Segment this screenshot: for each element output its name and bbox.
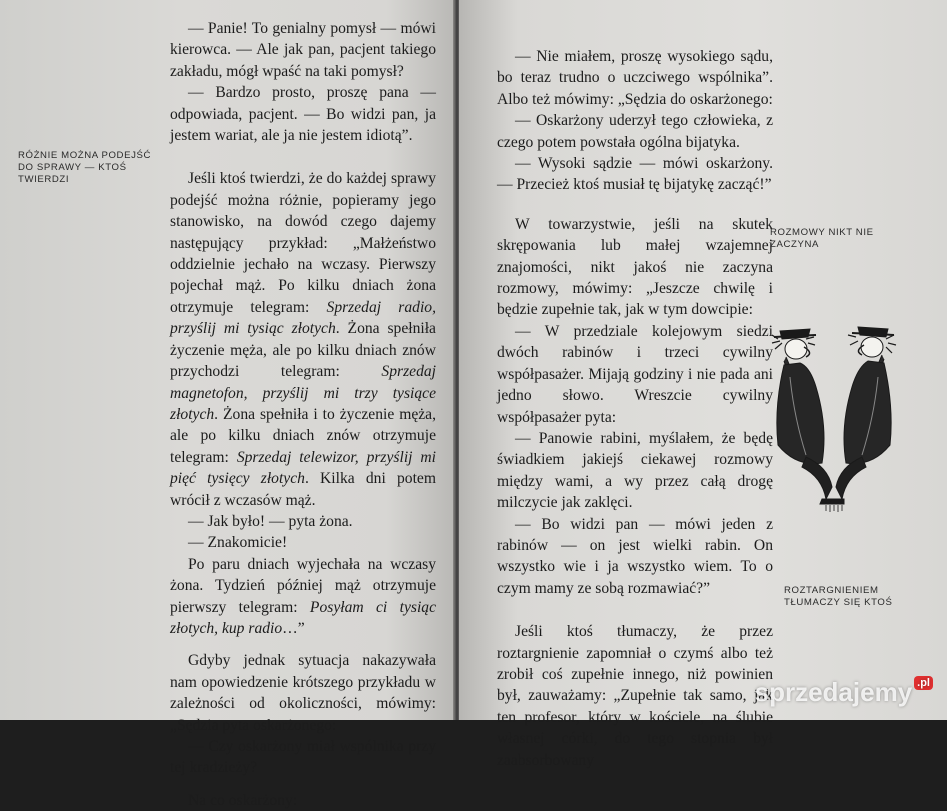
left-text-column <box>170 0 436 811</box>
paragraph: — Czy oskarżony miał wspólnika przy tej kradzieży? <box>170 738 436 777</box>
paragraph: — Oskarżony uderzył tego człowieka, z czego potem powstała ogólna bijatyka. <box>497 112 773 151</box>
left-page <box>0 0 455 809</box>
paragraph: — Panie! To genialny pomysł — mówi kierowca. — Ale jak pan, pacjent takiego zakładu, mógł wpaść na taki pomysł? <box>170 20 436 80</box>
right-margin-note-1: ROZMOWY NIKT NIE ZACZYNA <box>770 227 874 250</box>
paragraph: — Bardzo prosto, proszę pana — odpowiada, pacjent. — Bo widzi pan, ja jestem wariat, ale ja nie jestem idiotą”. <box>170 84 436 145</box>
paragraph: — Jak było! — pyta żona. <box>188 512 353 530</box>
paragraph: — Znakomicie! <box>188 534 288 552</box>
paragraph: — Bo widzi pan — mówi jeden z rabinów — on jest wielki rabin. On wszystko wie i ja wszystko wiem. To o czym mamy ze sobą rozmawiać?” <box>497 515 773 597</box>
paragraph: — W przedziale kolejowym siedzi dwóch rabinów i trzeci cywilny współpasażer. Mijają godziny i nie pada ani jedno słowo. Wreszcie cywilny współpasażer pyta: <box>497 322 773 426</box>
two-rabbis-illustration <box>766 317 900 517</box>
paragraph: — Wysoki sądzie — mówi oskarżony. — Przecież ktoś musiał tę bijatykę zacząć!” <box>497 155 773 194</box>
paragraph: — Nie miałem, proszę wysokiego sądu, bo teraz trudno o uczciwego wspólnika”. Albo też mówimy: „Sędzia do oskarżonego: <box>497 48 773 108</box>
paragraph: Po paru dniach wyjechała na wczasy żona. Tydzień później mąż otrzymuje pierwszy telegram: Posyłam ci tysiąc złotych, kup radio…” <box>170 555 436 637</box>
paragraph: Jeśli ktoś twierdzi, że do każdej sprawy podejść można różnie, popieramy jego stanowisko, na dowód czego dajemy następujący przykład: „Małżeństwo oddzielnie jechało na wczasy. Pierwszy pojechał mąż. Po kilku dniach żona otrzymuje telegram: Sprzedaj radio, przyślij mi tysiąc złotych. Żona spełniła życzenie męża, ale po kilku dniach znów przychodzi telegram: Sprzedaj magnetofon, przyślij mi trzy tysiące złotych. Żona spełniła i to życzenie męża, ale po kilku dniach znów otrzymuje telegram: Sprzedaj telewizor, przyślij mi pięć tysięcy złotych. Kilka dni potem wrócił z wczasów mąż. <box>170 170 437 509</box>
right-text-column <box>497 46 773 771</box>
left-margin-note: RÓŻNIE MOŻNA PODEJŚĆ DO SPRAWY — KTOŚ TWIERDZI <box>18 150 151 185</box>
paragraph: Na co oskarżony: <box>188 791 298 809</box>
paragraph: Jeśli ktoś tłumaczy, że przez roztargnienie zapomniał o czymś albo też zrobił coś zupełnie innego, niż powinien był, zauważamy: „Zupełnie tak samo, jak ten profesor, który w kościele, na ślubie własnej córki, do tego stopnia był zaabsorbowany <box>497 623 773 769</box>
sprzedajemy-watermark-logo: sprzedajemy $^{.pl}$ <box>755 677 933 708</box>
paragraph: W towarzystwie, jeśli na skutek skrępowania lub małej wzajemnej znajomości, nikt jakoś nie zaczyna rozmowy, mówimy: „Jeszcze chwilę i będzie zupełnie tak, jak w tym dowcipie: <box>497 215 773 319</box>
paragraph: — Panowie rabini, myślałem, że będę świadkiem jakiejś ciekawej rozmowy między wami, a wy przez całą drogę milczycie jak zaklęci. <box>497 429 773 512</box>
paragraph: Gdyby jednak sytuacja nakazywała nam opowiedzenie krótszego przykładu w zależności od okoliczności, mówimy: „Sędzia pyta oskarżonego: <box>170 652 436 734</box>
right-margin-note-2: ROZTARGNIENIEM TŁUMACZY SIĘ KTOŚ <box>784 585 893 608</box>
